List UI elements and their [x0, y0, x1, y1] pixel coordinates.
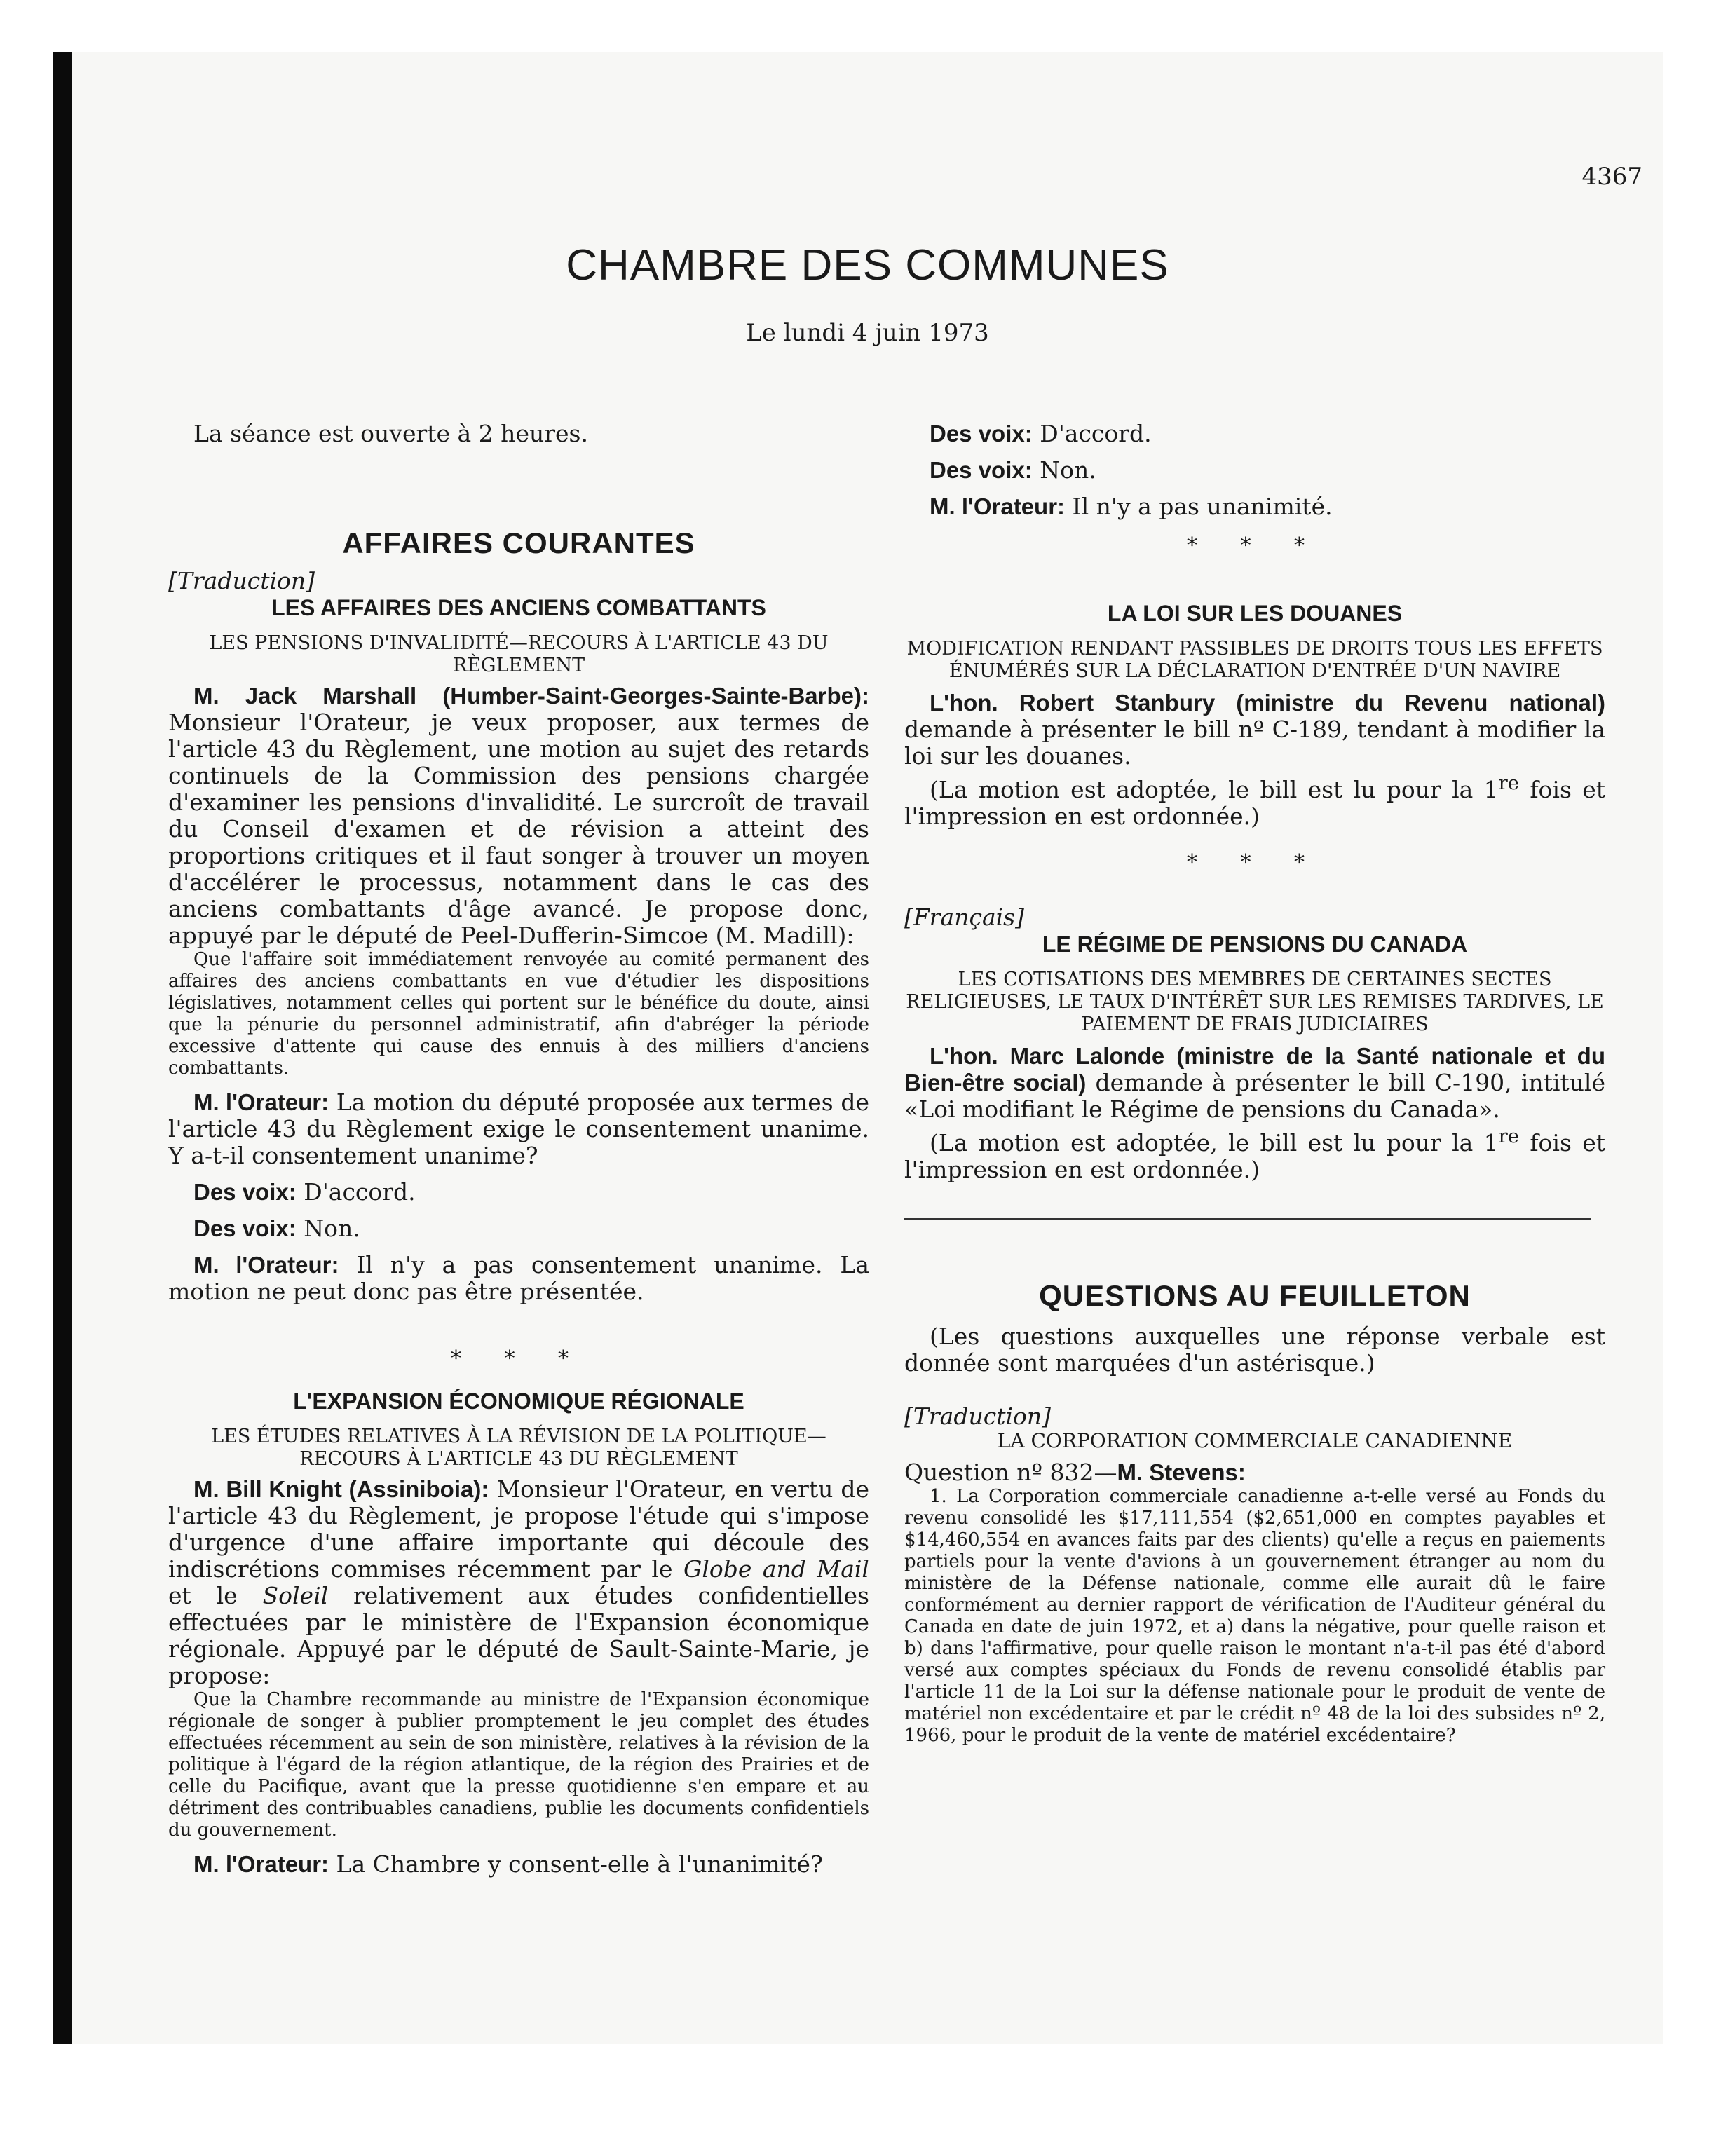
section-heading-questions: QUESTIONS AU FEUILLETON	[1039, 1279, 1471, 1312]
motion-text: Que l'affaire soit immédiatement renvoyée au comité permanent des affaires des anciens combattants en vue d'étudier les dispositions législatives, notamment celles qui portent sur le bénéfice du doute, ainsi que la pénurie du personnel administratif, afin d'abréger la période excessive d'attente qui cause des ennuis à des milliers d'anciens combattants.	[168, 949, 869, 1079]
adoption-note: (La motion est adoptée, le bill est lu pour la 1re fois et l'impression en est ordonnée.)	[904, 1125, 1606, 1183]
speech-paragraph: Des voix: D'accord.	[930, 420, 1152, 447]
speech-paragraph: M. l'Orateur: La Chambre y consent-elle à l'unanimité?	[193, 1850, 823, 1878]
speaker-name: Des voix:	[930, 421, 1033, 446]
subsection-heading: L'EXPANSION ÉCONOMIQUE RÉGIONALE	[293, 1389, 744, 1414]
speaker-name: L'hon. Marc Lalonde (ministre de la Santé nationale et du Bien-être social)	[904, 1043, 1605, 1096]
speaker-name: M. l'Orateur:	[930, 493, 1066, 519]
speech-paragraph: M. Bill Knight (Assiniboia): Monsieur l'Orateur, en vertu de l'article 43 du Règlement, je propose l'étude qui s'impose d'urgence d'une affaire importante qui découle des indiscrétions commises récemment par le Globe and Mail et le Soleil relativement aux études confidentielles effectuées par le ministère de l'Expansion économique régionale. Appuyé par le député de Sault-Sainte-Marie, je propose:	[168, 1475, 869, 1689]
speech-paragraph: Des voix: Non.	[193, 1215, 360, 1242]
section-separator: * * *	[450, 1346, 587, 1371]
adoption-note: (La motion est adoptée, le bill est lu pour la 1re fois et l'impression en est ordonnée.)	[904, 772, 1606, 830]
subsection-heading: LE RÉGIME DE PENSIONS DU CANADA	[1042, 932, 1468, 957]
speaker-name: L'hon. Robert Stanbury (ministre du Revenu national)	[930, 690, 1605, 716]
subsection-subheading: LES COTISATIONS DES MEMBRES DE CERTAINES SECTES RELIGIEUSES, LE TAUX D'INTÉRÊT SUR LES REMISES TARDIVES, LE PAIEMENT DE FRAIS JUDICIAIRES	[906, 969, 1604, 1035]
speaker-name: M. Jack Marshall (Humber-Saint-Georges-Sainte-Barbe):	[193, 683, 869, 709]
speaker-name: M. l'Orateur:	[193, 1851, 329, 1877]
speaker-name: M. Stevens:	[1117, 1459, 1246, 1485]
opening-line: La séance est ouverte à 2 heures.	[193, 420, 588, 447]
newspaper-name: Globe and Mail	[683, 1555, 869, 1583]
questions-note: (Les questions auxquelles une réponse verbale est donnée sont marquées d'un astérisque.)	[904, 1323, 1605, 1377]
speech-paragraph: L'hon. Marc Lalonde (ministre de la Santé nationale et du Bien-être social) demande à présenter le bill C-190, intitulé «Loi modifiant le Régime de pensions du Canada».	[904, 1043, 1605, 1123]
left-column	[168, 421, 869, 1878]
speech-paragraph: Des voix: Non.	[930, 456, 1096, 484]
motion-text: Que la Chambre recommande au ministre de l'Expansion économique régionale de songer à publier promptement le jeu complet des études effectuées récemment au sein de son ministère, relatives à la révision de la politique à l'égard de la région atlantique, de la région des Prairies et de celle du Pacifique, avant que la presse quotidienne s'en empare et au détriment des contribuables canadiens, publie les documents confidentiels du gouvernement.	[168, 1689, 869, 1841]
question-header: Question nº 832—M. Stevens:	[904, 1459, 1246, 1486]
scan-edge	[53, 52, 72, 2044]
newspaper-name: Soleil	[262, 1582, 329, 1609]
speech-paragraph: Des voix: D'accord.	[193, 1178, 416, 1206]
subsection-heading: LA LOI SUR LES DOUANES	[1107, 601, 1403, 626]
speaker-name: M. Bill Knight (Assiniboia):	[193, 1476, 489, 1502]
speaker-name: Des voix:	[193, 1215, 297, 1241]
speech-paragraph: L'hon. Robert Stanbury (ministre du Revenu national) demande à présenter le bill nº C-189, tendant à modifier la loi sur les douanes.	[904, 690, 1605, 770]
speaker-name: M. l'Orateur:	[193, 1252, 339, 1278]
speech-paragraph: M. Jack Marshall (Humber-Saint-Georges-Sainte-Barbe): Monsieur l'Orateur, je veux proposer, aux termes de l'article 43 du Règlement, une motion au sujet des retards continuels de la Commission des pensions chargée d'examiner les pensions d'invalidité. Le surcroît de travail du Conseil d'examen et de révision a atteint des proportions critiques et il faut songer à trouver un moyen d'accélérer le processus, notamment dans le cas des anciens combattants d'âge avancé. Je propose donc, appuyé par le député de Peel-Dufferin-Simcoe (M. Madill):	[168, 683, 869, 949]
speech-paragraph: M. l'Orateur: Il n'y a pas unanimité.	[930, 493, 1333, 520]
page-title: CHAMBRE DES COMMUNES	[566, 241, 1169, 289]
translation-tag: [Traduction]	[168, 567, 315, 594]
section-heading-affaires-courantes: AFFAIRES COURANTES	[342, 526, 695, 559]
question-text: 1. La Corporation commerciale canadienne a-t-elle versé au Fonds du revenu consolidé les $17,111,554 ($2,651,000 en comptes payables et $14,460,554 en avances faits par des clients) qu'elle a reçus en paiements partiels pour la vente d'avions à un gouvernement étranger au nom du ministère de la Défense nationale, comme elle aurait dû le faire conformément au dernier rapport de vérification de l'Auditeur général du Canada en date de juin 1972, et a) dans la négative, pour quelle raison et b) dans l'affirmative, pour quelle raison le montant n'a-t-il pas été d'abord versé aux comptes spéciaux du Fonds de revenu consolidé établis par l'article 11 de la Loi sur la défense nationale pour le produit de vente de matériel non excédentaire et par le crédit nº 48 de la loi des subsides nº 2, 1966, pour le produit de la vente de matériel excédentaire?	[904, 1486, 1605, 1746]
speaker-name: Des voix:	[930, 457, 1033, 483]
subsection-subheading: MODIFICATION RENDANT PASSIBLES DE DROITS TOUS LES EFFETS ÉNUMÉRÉS SUR LA DÉCLARATION D'ENTRÉE D'UN NAVIRE	[906, 638, 1603, 682]
page-number: 4367	[1581, 163, 1642, 191]
subsection-subheading: LES ÉTUDES RELATIVES À LA RÉVISION DE LA POLITIQUE—RECOURS À L'ARTICLE 43 DU RÈGLEMENT	[211, 1426, 826, 1470]
subsection-subheading: LES PENSIONS D'INVALIDITÉ—RECOURS À L'ARTICLE 43 DU RÈGLEMENT	[209, 632, 829, 676]
sitting-date: Le lundi 4 juin 1973	[746, 319, 989, 347]
language-tag: [Français]	[904, 903, 1024, 931]
speech-paragraph: M. l'Orateur: La motion du député proposée aux termes de l'article 43 du Règlement exige le consentement unanime. Y a-t-il consentement unanime?	[168, 1089, 869, 1169]
speaker-name: Des voix:	[193, 1179, 297, 1205]
question-subject: LA CORPORATION COMMERCIALE CANADIENNE	[997, 1429, 1513, 1452]
right-column	[904, 421, 1605, 1747]
speaker-name: M. l'Orateur:	[193, 1089, 329, 1115]
translation-tag: [Traduction]	[904, 1403, 1052, 1430]
section-separator: * * *	[1186, 533, 1324, 558]
section-separator: * * *	[1186, 850, 1324, 875]
speech-paragraph: M. l'Orateur: Il n'y a pas consentement unanime. La motion ne peut donc pas être présentée.	[168, 1251, 869, 1305]
subsection-heading: LES AFFAIRES DES ANCIENS COMBATTANTS	[271, 595, 766, 620]
